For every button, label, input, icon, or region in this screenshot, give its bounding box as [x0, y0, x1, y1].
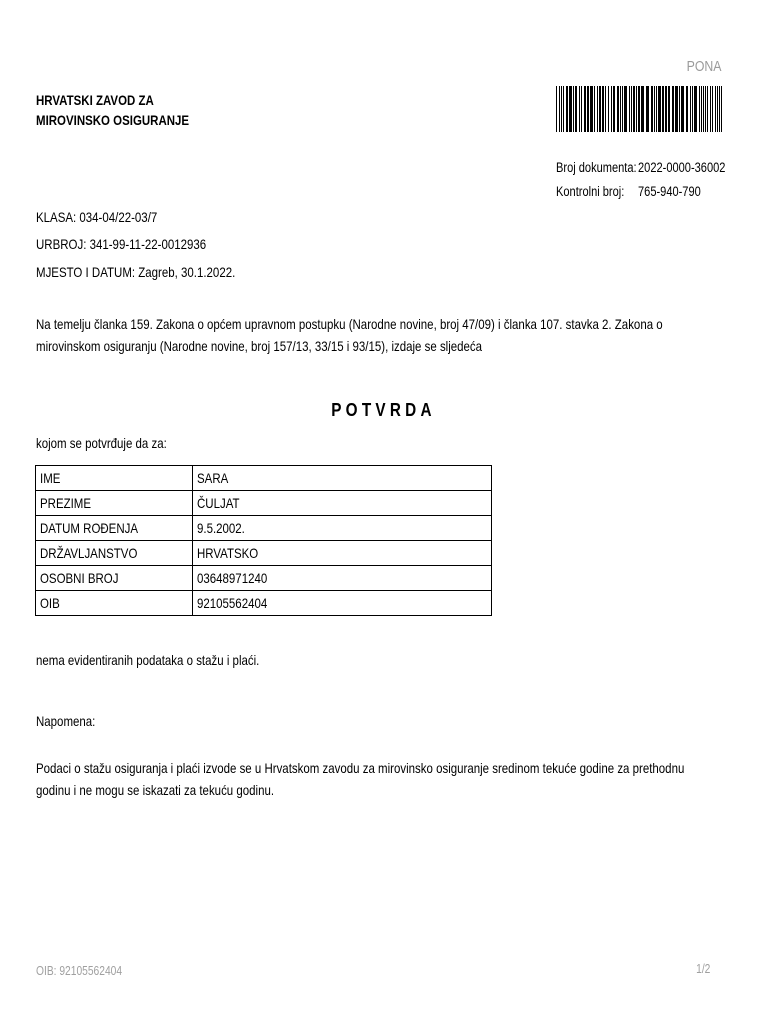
- barcode-bar: [662, 86, 664, 132]
- field-label-cell: [36, 541, 193, 566]
- barcode-bar: [599, 86, 601, 132]
- barcode-bar: [699, 86, 700, 132]
- table-row: [36, 466, 492, 491]
- document-number-row: [556, 156, 725, 180]
- document-title: [0, 400, 768, 421]
- barcode-bar: [566, 86, 568, 132]
- barcode-bar: [665, 86, 667, 132]
- table-row: [36, 566, 492, 591]
- barcode-bar: [679, 86, 680, 132]
- page-number: 1/2: [695, 962, 710, 976]
- barcode-bar: [686, 86, 688, 132]
- field-label: OSOBNI BROJ: [40, 570, 119, 586]
- field-label-cell: [36, 591, 193, 616]
- field-value-cell: [193, 516, 492, 541]
- control-number-value: 765-940-790: [638, 184, 701, 199]
- field-value: ČULJAT: [197, 495, 240, 511]
- field-value: 92105562404: [197, 595, 268, 611]
- field-label: DRŽAVLJANSTVO: [40, 545, 138, 561]
- barcode-bar: [561, 86, 562, 132]
- barcode-bar: [573, 86, 574, 132]
- barcode-bar: [641, 86, 644, 132]
- field-label: IME: [40, 470, 61, 486]
- barcode-bar: [694, 86, 697, 132]
- footer-oib: OIB: 92105562404: [36, 964, 123, 978]
- barcode-bar: [617, 86, 619, 132]
- barcode-bar: [584, 86, 586, 132]
- barcode-bar: [701, 86, 702, 132]
- barcode-bar: [597, 86, 598, 132]
- confirm-text: kojom se potvrđuje da za:: [36, 435, 167, 451]
- barcode-bar: [654, 86, 655, 132]
- table-row: [36, 591, 492, 616]
- field-value: HRVATSKO: [197, 545, 259, 561]
- barcode-bar: [556, 86, 557, 132]
- field-label-cell: [36, 566, 193, 591]
- note-label: Napomena:: [36, 713, 96, 729]
- place-date-line: MJESTO I DATUM: Zagreb, 30.1.2022.: [36, 264, 236, 280]
- urbroj-line: URBROJ: 341-99-11-22-0012936: [36, 236, 207, 252]
- barcode-bar: [602, 86, 604, 132]
- field-label: PREZIME: [40, 495, 92, 511]
- barcode-bar: [721, 86, 722, 132]
- barcode-bar: [675, 86, 678, 132]
- barcode-bar: [575, 86, 577, 132]
- field-label: DATUM ROĐENJA: [40, 520, 139, 536]
- barcode-bar: [569, 86, 572, 132]
- klasa-line: KLASA: 034-04/22-03/7: [36, 209, 158, 225]
- organization-name: [36, 90, 223, 130]
- barcode-bar: [594, 86, 595, 132]
- barcode-bar: [681, 86, 684, 132]
- person-data-table: [35, 465, 492, 616]
- field-label-cell: [36, 466, 193, 491]
- barcode-bar: [622, 86, 623, 132]
- barcode-bar: [638, 86, 640, 132]
- barcode-bar: [705, 86, 706, 132]
- barcode-bar: [631, 86, 632, 132]
- barcode-bar: [651, 86, 653, 132]
- field-value-cell: [193, 591, 492, 616]
- barcode-bar: [590, 86, 593, 132]
- document-title-text: POTVRDA: [331, 400, 437, 420]
- note-paragraph: Podaci o stažu osiguranja i plaći izvode se u Hrvatskom zavodu za mirovinsko osiguranje sredinom tekuće godine za prethodnu godinu i ne mogu se iskazati za tekuću godinu.: [36, 760, 685, 798]
- field-value: SARA: [197, 470, 229, 486]
- barcode-bar: [715, 86, 716, 132]
- barcode-bar: [668, 86, 670, 132]
- org-line-2: MIROVINSKO OSIGURANJE: [36, 112, 190, 128]
- barcode-bar: [605, 86, 606, 132]
- barcode-bar: [690, 86, 691, 132]
- field-label-cell: [36, 516, 193, 541]
- barcode-bar: [629, 86, 630, 132]
- control-number-label: Kontrolni broj:: [556, 184, 625, 199]
- table-row: [36, 516, 492, 541]
- document-number-value: 2022-0000-36002: [638, 160, 726, 175]
- field-value-cell: [193, 566, 492, 591]
- barcode-bar: [608, 86, 609, 132]
- field-value: 9.5.2002.: [197, 520, 245, 536]
- barcode-bar: [703, 86, 704, 132]
- barcode-bar: [692, 86, 693, 132]
- barcode-bar: [624, 86, 627, 132]
- org-line-1: HRVATSKI ZAVOD ZA: [36, 92, 154, 108]
- field-label-cell: [36, 491, 193, 516]
- barcode-bar: [563, 86, 564, 132]
- barcode-bar: [712, 86, 713, 132]
- barcode-bar: [707, 86, 708, 132]
- barcode-bar: [579, 86, 580, 132]
- barcode-bar: [633, 86, 635, 132]
- document-type-code: PONA: [687, 58, 722, 75]
- barcode-bar: [658, 86, 661, 132]
- result-text: nema evidentiranih podataka o stažu i plaći.: [36, 652, 260, 668]
- barcode-bar: [611, 86, 612, 132]
- table-row: [36, 491, 492, 516]
- barcode-bar: [581, 86, 582, 132]
- control-number-row: [556, 180, 725, 204]
- document-number-label: Broj dokumenta:: [556, 160, 637, 175]
- field-label: OIB: [40, 595, 60, 611]
- barcode-bar: [559, 86, 560, 132]
- intro-paragraph: Na temelju članka 159. Zakona o općem upravnom postupku (Narodne novine, broj 47/09) i članka 107. stavka 2. Zakona o mirovinskom osiguranju (Narodne novine, broj 157/13, 33/15 i 93/15), izdaje se sljedeća: [36, 316, 663, 354]
- barcode-bar: [613, 86, 615, 132]
- document-meta: [556, 156, 763, 204]
- barcode-bar: [620, 86, 621, 132]
- barcode-bar: [646, 86, 649, 132]
- barcode-bar: [587, 86, 589, 132]
- table-row: [36, 541, 492, 566]
- field-value-cell: [193, 541, 492, 566]
- field-value-cell: [193, 491, 492, 516]
- barcode-bar: [656, 86, 657, 132]
- field-value: 03648971240: [197, 570, 268, 586]
- barcode-bar: [672, 86, 674, 132]
- barcode-bar: [717, 86, 718, 132]
- barcode-bar: [719, 86, 720, 132]
- barcode-bar: [636, 86, 637, 132]
- field-value-cell: [193, 466, 492, 491]
- barcode-image: [556, 86, 722, 132]
- barcode-bar: [710, 86, 711, 132]
